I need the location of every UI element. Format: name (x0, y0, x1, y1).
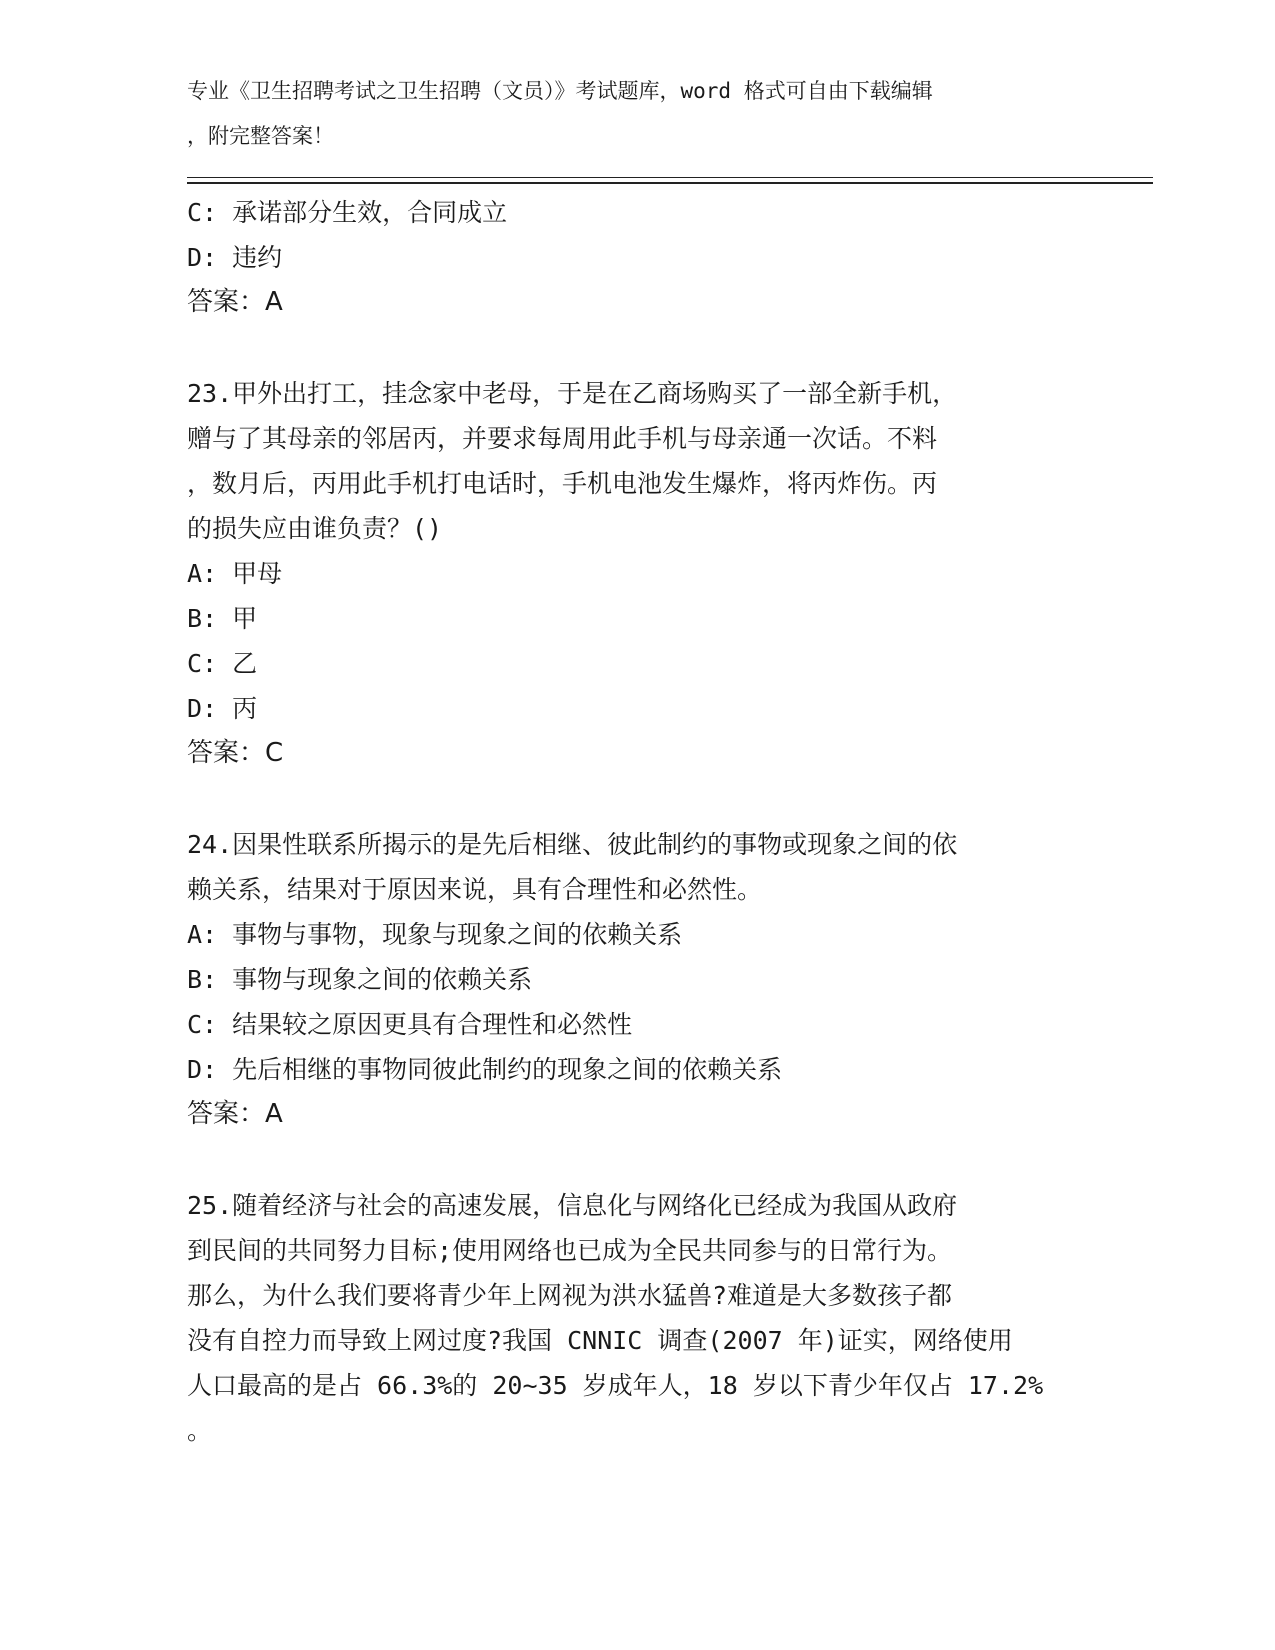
option-label: D: (187, 243, 218, 272)
answer: 答案：A (187, 287, 283, 317)
header-line: ，附完整答案！ (187, 124, 334, 148)
document-body (187, 190, 1087, 1453)
question-23 (187, 371, 1087, 776)
option-label: C: (187, 1010, 218, 1039)
option-text: 先后相继的事物同彼此制约的现象之间的依赖关系 (232, 1055, 783, 1084)
option-text: 违约 (232, 243, 283, 272)
question-24 (187, 822, 1087, 1137)
spacer (187, 1137, 1087, 1183)
question-25 (187, 1183, 1087, 1453)
question-22-tail (187, 190, 1087, 325)
option-label: A: (187, 920, 218, 949)
question-text-line: 的损失应由谁负责？() (187, 514, 443, 543)
question-text-line: 人口最高的是占 66.3%的 20~35 岁成年人，18 岁以下青少年仅占 17.2% (187, 1371, 1044, 1400)
option-d (187, 1047, 1087, 1092)
header-divider-thick (187, 182, 1153, 184)
option-label: D: (187, 1055, 218, 1084)
option-label: C: (187, 649, 218, 678)
option-b (187, 596, 1087, 641)
question-text-line: 到民间的共同努力目标;使用网络也已成为全民共同参与的日常行为。 (187, 1236, 953, 1265)
question-text-line: 那么，为什么我们要将青少年上网视为洪水猛兽?难道是大多数孩子都 (187, 1281, 953, 1310)
answer: 答案：A (187, 1099, 283, 1129)
question-text-line: 赖关系，结果对于原因来说，具有合理性和必然性。 (187, 875, 763, 904)
option-d (187, 686, 1087, 731)
option-text: 乙 (232, 649, 258, 678)
option-c (187, 190, 1087, 235)
option-text: 事物与事物，现象与现象之间的依赖关系 (232, 920, 683, 949)
option-a (187, 912, 1087, 957)
option-c (187, 641, 1087, 686)
option-text: 事物与现象之间的依赖关系 (232, 965, 533, 994)
option-text: 结果较之原因更具有合理性和必然性 (232, 1010, 633, 1039)
option-label: B: (187, 965, 218, 994)
question-text-line: 没有自控力而导致上网过度?我国 CNNIC 调查(2007 年)证实，网络使用 (187, 1326, 1013, 1355)
option-label: D: (187, 694, 218, 723)
option-b (187, 957, 1087, 1002)
question-text-line: 23.甲外出打工，挂念家中老母，于是在乙商场购买了一部全新手机， (187, 379, 958, 408)
option-text: 甲 (232, 604, 258, 633)
option-label: B: (187, 604, 218, 633)
header-divider-thin (187, 177, 1153, 178)
option-text: 承诺部分生效，合同成立 (232, 198, 508, 227)
spacer (187, 325, 1087, 371)
option-label: C: (187, 198, 218, 227)
question-text-line: 。 (187, 1416, 213, 1445)
document-header (187, 74, 1077, 164)
header-line: 专业《卫生招聘考试之卫生招聘（文员）》考试题库，word 格式可自由下载编辑 (187, 79, 933, 103)
question-text-line: 24.因果性联系所揭示的是先后相继、彼此制约的事物或现象之间的依 (187, 830, 958, 859)
option-text: 甲母 (232, 559, 283, 588)
question-text-line: 25.随着经济与社会的高速发展，信息化与网络化已经成为我国从政府 (187, 1191, 958, 1220)
option-c (187, 1002, 1087, 1047)
question-text-line: ，数月后，丙用此手机打电话时，手机电池发生爆炸，将丙炸伤。丙 (187, 469, 938, 498)
answer: 答案：C (187, 738, 284, 768)
option-label: A: (187, 559, 218, 588)
spacer (187, 776, 1087, 822)
option-d (187, 235, 1087, 280)
option-text: 丙 (232, 694, 258, 723)
question-text-line: 赠与了其母亲的邻居丙，并要求每周用此手机与母亲通一次话。不料 (187, 424, 938, 453)
option-a (187, 551, 1087, 596)
